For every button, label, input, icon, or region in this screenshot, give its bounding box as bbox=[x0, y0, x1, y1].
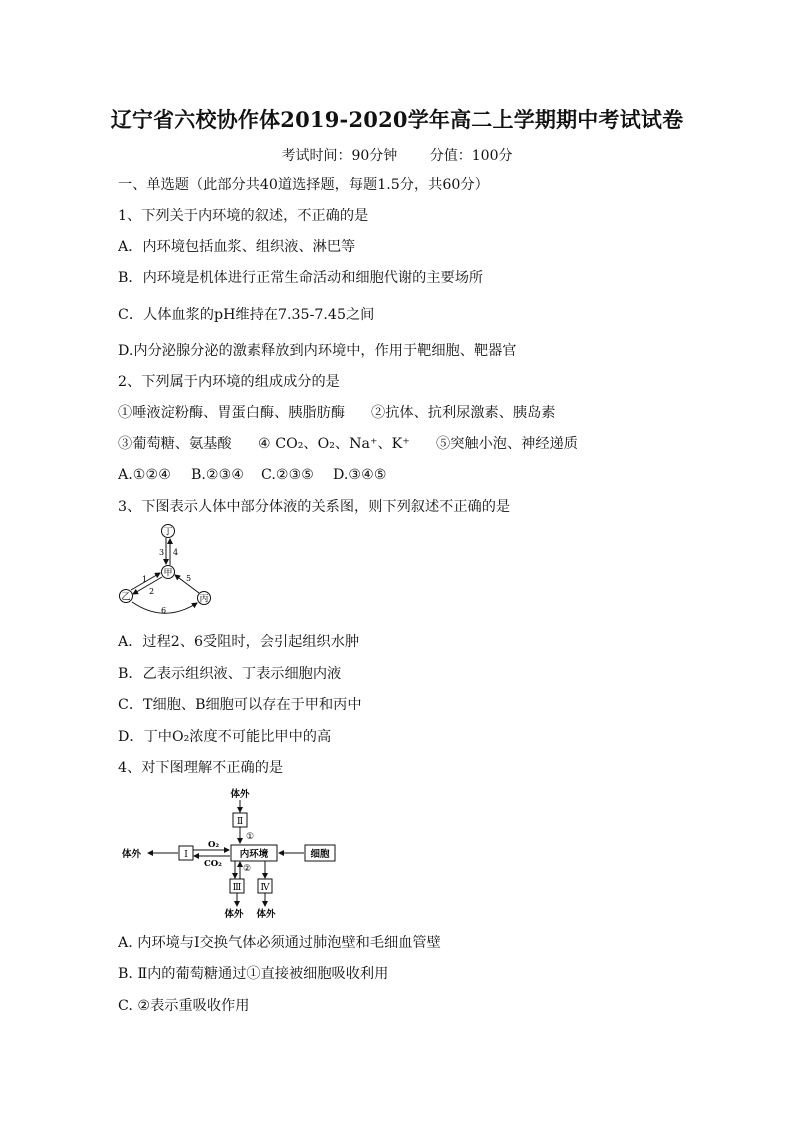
q3-option-a: A．过程2、6受阻时，会引起组织水肿 bbox=[118, 634, 360, 650]
svg-text:甲: 甲 bbox=[163, 568, 173, 579]
arrow-label-4: 4 bbox=[173, 548, 179, 557]
q4-option-c: C. ②表示重吸收作用 bbox=[118, 998, 250, 1014]
q1-option-c: C．人体血浆的pH维持在7.35-7.45之间 bbox=[118, 307, 375, 323]
page-title: 辽宁省六校协作体2019-2020学年高二上学期期中考试试卷 bbox=[110, 107, 684, 132]
q4-option-b: B. Ⅱ内的葡萄糖通过①直接被细胞吸收利用 bbox=[118, 966, 389, 982]
svg-text:Ⅳ: Ⅳ bbox=[260, 883, 270, 893]
label-o2: O₂ bbox=[208, 840, 220, 850]
q3-option-c: C．T细胞、B细胞可以存在于甲和丙中 bbox=[118, 697, 362, 713]
label-circle-2: ② bbox=[243, 864, 252, 874]
arrow-label-3: 3 bbox=[159, 548, 165, 557]
arrow-label-6: 6 bbox=[161, 606, 167, 615]
q1-stem: 1、下列关于内环境的叙述，不正确的是 bbox=[118, 208, 369, 224]
q2-item-2: ②抗体、抗利尿激素、胰岛素 bbox=[371, 405, 556, 421]
svg-text:乙: 乙 bbox=[121, 592, 131, 603]
exam-score: 分值：100分 bbox=[429, 148, 513, 164]
q2-option-c: C.②③⑤ bbox=[261, 467, 315, 483]
label-co2: CO₂ bbox=[204, 859, 222, 869]
svg-text:丁: 丁 bbox=[163, 527, 173, 538]
q2-item-1: ①唾液淀粉酶、胃蛋白酶、胰脂肪酶 bbox=[118, 405, 346, 421]
q4-stem: 4、对下图理解不正确的是 bbox=[118, 760, 284, 776]
svg-text:Ⅱ: Ⅱ bbox=[236, 817, 244, 827]
body-fluid-diagram bbox=[112, 524, 222, 616]
q3-option-d: D．丁中O₂浓度不可能比甲中的高 bbox=[118, 729, 332, 745]
q3-option-b: B．乙表示组织液、丁表示细胞内液 bbox=[118, 666, 342, 682]
label-outside-top: 体外 bbox=[230, 789, 250, 800]
svg-text:Ⅰ: Ⅰ bbox=[184, 850, 188, 860]
label-outside-bottom-left: 体外 bbox=[224, 909, 244, 920]
label-circle-1: ① bbox=[246, 832, 255, 842]
svg-text:细胞: 细胞 bbox=[310, 849, 330, 860]
q4-option-a: A. 内环境与Ⅰ交换气体必须通过肺泡壁和毛细血管壁 bbox=[118, 935, 441, 951]
q1-option-d: D.内分泌腺分泌的激素释放到内环境中，作用于靶细胞、靶器官 bbox=[118, 343, 517, 359]
q2-item-3: ③葡萄糖、氨基酸 bbox=[118, 436, 232, 452]
internal-environment-diagram bbox=[122, 786, 338, 920]
q1-option-a: A．内环境包括血浆、组织液、淋巴等 bbox=[118, 239, 356, 255]
exam-meta bbox=[0, 145, 794, 165]
q2-option-a: A.①②④ bbox=[118, 467, 171, 483]
label-outside-bottom-right: 体外 bbox=[256, 909, 276, 920]
label-outside-left: 体外 bbox=[122, 849, 142, 860]
arrow-label-1: 1 bbox=[142, 575, 148, 584]
q2-stem: 2、下列属于内环境的组成成分的是 bbox=[118, 374, 340, 390]
svg-text:内环境: 内环境 bbox=[239, 849, 269, 860]
node-ding bbox=[162, 525, 175, 538]
arrow-label-5: 5 bbox=[186, 574, 192, 583]
q2-option-d: D.③④⑤ bbox=[333, 467, 387, 483]
arrow-label-2: 2 bbox=[149, 587, 155, 596]
node-bing bbox=[198, 592, 211, 605]
node-jia bbox=[162, 566, 175, 579]
q2-option-b: B.②③④ bbox=[191, 467, 245, 483]
exam-time: 考试时间：90分钟 bbox=[281, 148, 398, 164]
q2-item-4: ④ CO₂、O₂、Na⁺、K⁺ bbox=[258, 436, 410, 452]
q3-stem: 3、下图表示人体中部分体液的关系图，则下列叙述不正确的是 bbox=[118, 499, 511, 515]
q2-item-5: ⑤突触小泡、神经递质 bbox=[436, 436, 578, 452]
arrow-2 bbox=[133, 577, 162, 594]
node-yi bbox=[120, 590, 133, 603]
svg-text:Ⅲ: Ⅲ bbox=[232, 883, 242, 893]
svg-text:丙: 丙 bbox=[199, 594, 209, 605]
section-heading: 一、单选题（此部分共40道选择题，每题1.5分，共60分） bbox=[118, 177, 489, 193]
q1-option-b: B．内环境是机体进行正常生命活动和细胞代谢的主要场所 bbox=[118, 270, 484, 286]
